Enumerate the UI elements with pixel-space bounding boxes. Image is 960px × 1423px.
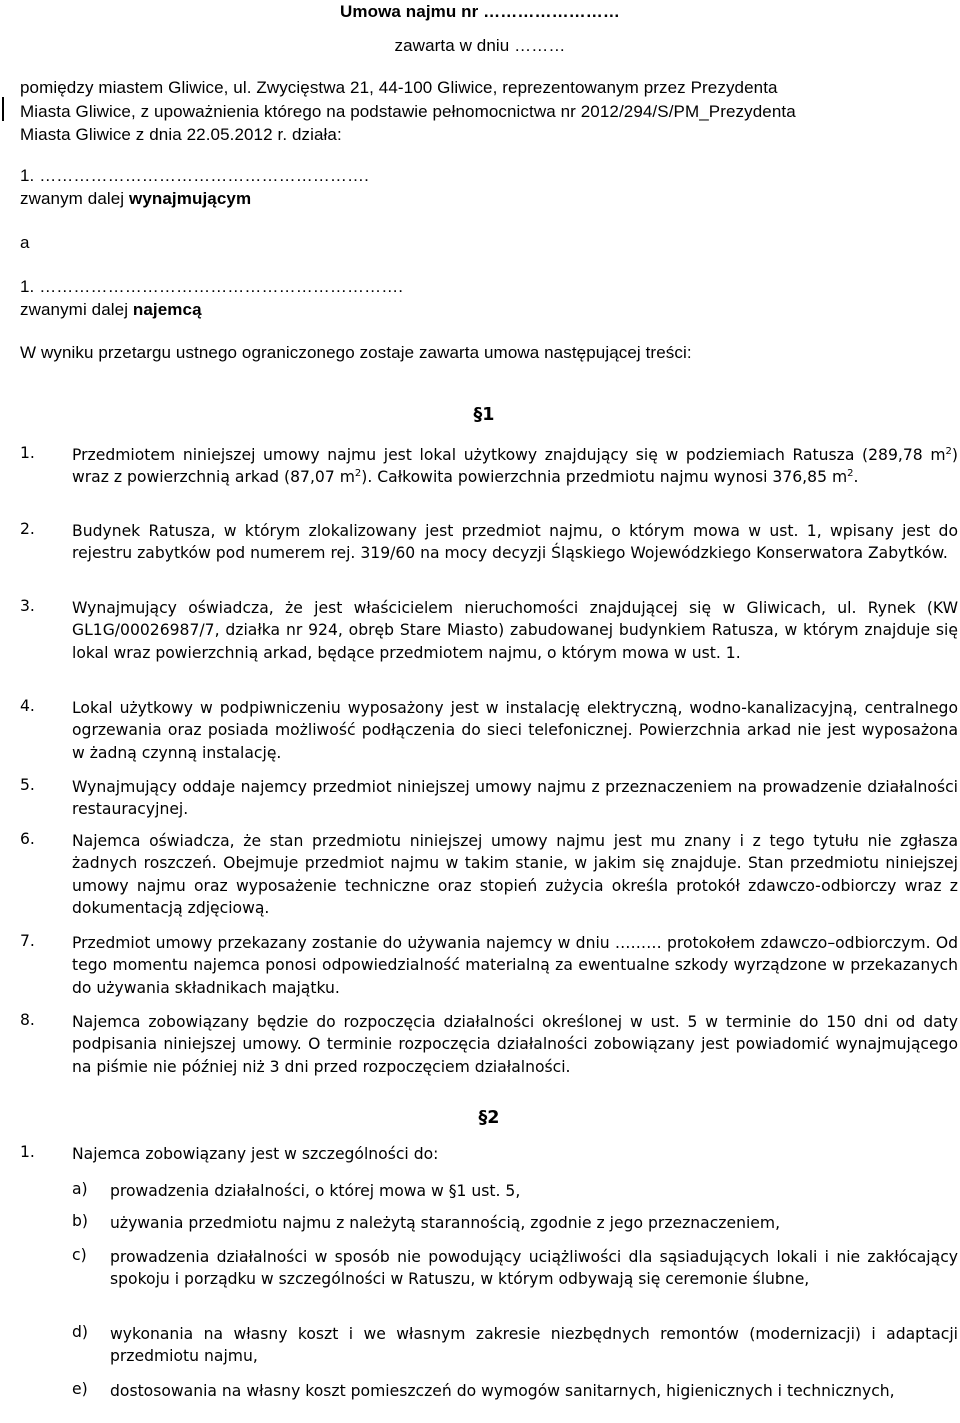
sub-item-label: b) bbox=[72, 1212, 88, 1230]
change-bar bbox=[2, 97, 4, 121]
intro-line: Miasta Gliwice, z upoważnienia którego na podstawie pełnomocnictwa nr 2012/294/S/PM_Prezydenta bbox=[20, 101, 796, 121]
intro-line: Miasta Gliwice z dnia 22.05.2012 r. działa: bbox=[20, 125, 342, 144]
tenant-prefix: zwanymi dalej bbox=[20, 300, 133, 319]
item-text: Przedmiotem niniejszej umowy najmu jest lokal użytkowy znajdujący się w podziemiach Ratusza (289,78 $m^2$) wraz z powierzchnią arkad (87,07 $m^2$). Całkowita powierzchnia przedmiotu najmu wynosi 376,85 $m^2$. bbox=[72, 445, 958, 487]
tenant-blank: 1. ………………………………………………………. bbox=[20, 277, 404, 296]
sub-item-text: prowadzenia działalności w sposób nie powodujący uciążliwości dla sąsiadujących lokali i nie zakłócający spokoju i porządku w szczególności w Ratuszu, w którym odbywają się ceremonie ślubne, bbox=[110, 1248, 958, 1289]
sub-item-label: c) bbox=[72, 1246, 87, 1264]
item-number: 3. bbox=[20, 597, 35, 615]
item-text: Najemca oświadcza, że stan przedmiotu niniejszej umowy najmu jest mu znany i z tego tytułu nie zgłasza żadnych roszczeń. Obejmuje przedmiot najmu w takim stanie, w jakim się znajduje. Stan przedmiotu niniejszej umowy najmu oraz wyposażenie techniczne oraz stopień zużycia określa protokół zdawczo-odbiorczy wraz z dokumentacją zdjęciową. bbox=[72, 832, 958, 918]
sub-item-text: wykonania na własny koszt i we własnym zakresie niezbędnych remontów (modernizacji) i adaptacji przedmiotu najmu, bbox=[110, 1325, 958, 1366]
document-subtitle: zawarta w dniu ……… bbox=[394, 36, 566, 55]
intro-paragraph bbox=[20, 76, 960, 147]
item-number: 6. bbox=[20, 830, 35, 848]
sub-item-text: używania przedmiotu najmu z należytą starannością, zgodnie z jego przeznaczeniem, bbox=[110, 1214, 781, 1232]
document-title: Umowa najmu nr …………………… bbox=[340, 2, 620, 21]
item-text: Najemca zobowiązany jest w szczególności do: bbox=[72, 1145, 439, 1163]
sub-item-text: dostosowania na własny koszt pomieszczeń do wymogów sanitarnych, higienicznych i technicznych, bbox=[110, 1382, 895, 1400]
item-number: 7. bbox=[20, 932, 35, 950]
sub-item-text: prowadzenia działalności, o której mowa w §1 ust. 5, bbox=[110, 1182, 521, 1200]
item-number: 2. bbox=[20, 520, 35, 538]
item-text: Wynajmujący oświadcza, że jest właścicielem nieruchomości znajdującej się w Gliwicach, ul. Rynek (KW GL1G/00026987/7, działka nr 924, obręb Stare Miasto) zabudowanej budynkiem Ratusza, w którym znajduje się lokal wraz powierzchnią arkad, będące przedmiotem najmu, o którym mowa w ust. 1. bbox=[72, 599, 958, 662]
tenant-role: najemcą bbox=[132, 300, 202, 319]
item-number: 5. bbox=[20, 776, 35, 794]
landlord-prefix: zwanym dalej bbox=[20, 189, 130, 208]
item-number: 1. bbox=[20, 1143, 35, 1161]
landlord-blank: 1. …………………………………………………. bbox=[20, 166, 369, 185]
conjunction: a bbox=[20, 233, 30, 252]
item-number: 1. bbox=[20, 444, 35, 462]
tender-line: W wyniku przetargu ustnego ograniczonego zostaje zawarta umowa następującej treści: bbox=[20, 343, 692, 362]
section-2-heading: §2 bbox=[478, 1108, 500, 1128]
intro-line: pomiędzy miastem Gliwice, ul. Zwycięstwa 21, 44-100 Gliwice, reprezentowanym przez Prezydenta bbox=[20, 78, 778, 97]
item-text: Budynek Ratusza, w którym zlokalizowany jest przedmiot najmu, o którym mowa w ust. 1, wpisany jest do rejestru zabytków pod numerem rej. 319/60 na mocy decyzji Śląskiego Wojewódzkiego Konserwatora Zabytków. bbox=[72, 522, 958, 563]
section-1-heading: §1 bbox=[473, 405, 495, 425]
item-text: Lokal użytkowy w podpiwniczeniu wyposażony jest w instalację elektryczną, wodno-kanalizacyjną, centralnego ogrzewania oraz posiada możliwość podłączenia do sieci telefonicznej. Powierzchnia arkad nie jest wyposażona w żadną czynną instalację. bbox=[72, 699, 958, 762]
item-number: 8. bbox=[20, 1011, 35, 1029]
item-text: Przedmiot umowy przekazany zostanie do używania najemcy w dniu ……… protokołem zdawczo–odbiorczym. Od tego momentu najemca ponosi odpowiedzialność materialną za ewentualne szkody wyrządzone w przekazanych do używania składnikach majątku. bbox=[72, 934, 958, 997]
sub-item-label: d) bbox=[72, 1323, 88, 1341]
item-number: 4. bbox=[20, 697, 35, 715]
item-text: Najemca zobowiązany będzie do rozpoczęcia działalności określonej w ust. 5 w terminie do 150 dni od daty podpisania niniejszej umowy. O terminie rozpoczęcia działalności zobowiązany jest powiadomić wynajmującego na piśmie nie później niż 3 dni przed rozpoczęciem działalności. bbox=[72, 1013, 958, 1076]
sub-item-label: e) bbox=[72, 1380, 88, 1398]
sub-item-label: a) bbox=[72, 1180, 88, 1198]
landlord-line bbox=[20, 189, 251, 209]
tenant-line bbox=[20, 300, 202, 320]
landlord-role: wynajmującym bbox=[129, 189, 252, 208]
item-text: Wynajmujący oddaje najemcy przedmiot niniejszej umowy najmu z przeznaczeniem na prowadzenie działalności restauracyjnej. bbox=[72, 778, 958, 819]
